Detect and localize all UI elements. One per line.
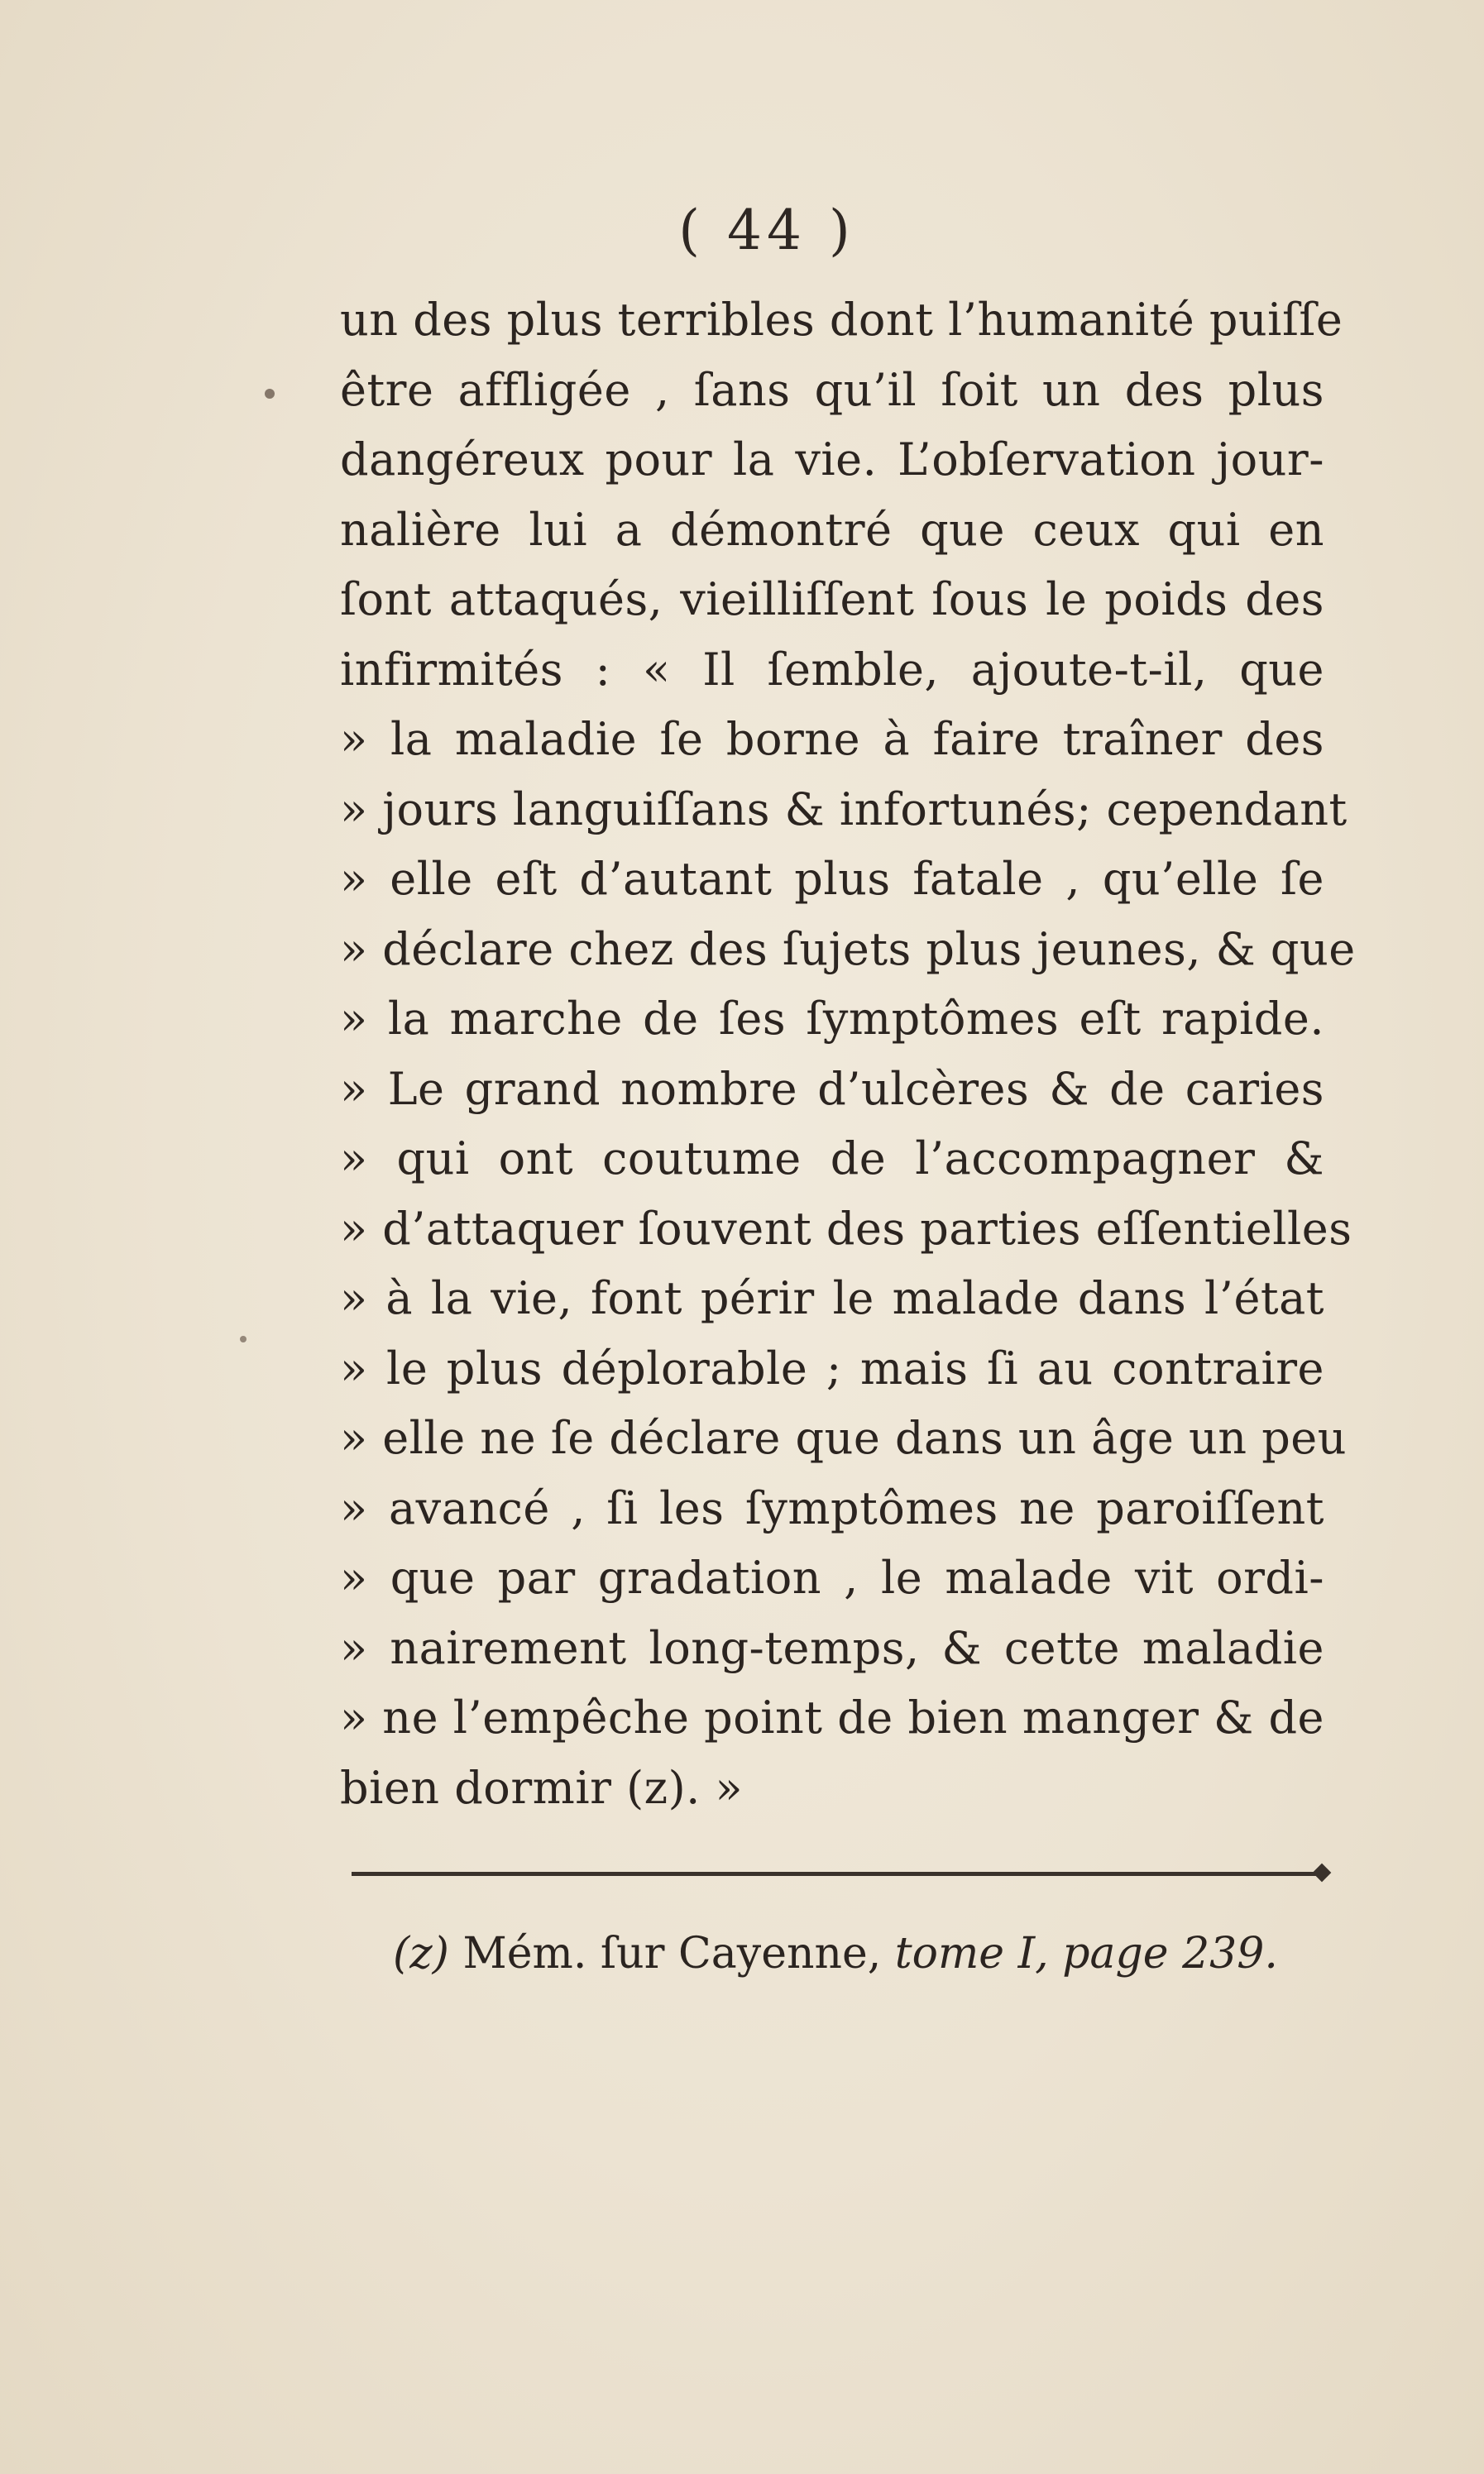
text-line: bien dormir (z). » [340,1761,744,1814]
ink-speck [240,1336,247,1342]
text-line: » jours languiſſans & infortunés; cependant [340,782,1348,835]
footnote-rule-end [1313,1864,1332,1883]
text-line: nalière lui a démontré que ceux qui en [340,503,1324,556]
page-number: ( 44 ) [678,199,855,262]
body-text [340,285,1356,1823]
footnote-marker: (z) [393,1929,449,1979]
text-line: » déclare chez des ſujets plus jeunes, & que [340,922,1356,975]
text-line: dangéreux pour la vie. L’obſervation jour- [340,433,1324,486]
text-line: ſont attaqués, vieilliſſent ſous le poids des [340,573,1324,625]
footnote-text: Mém. ſur Cayenne, [448,1929,895,1979]
text-line: » ne l’empêche point de bien manger & de [340,1692,1324,1744]
text-line: » qui ont coutume de l’accompagner & [340,1132,1324,1184]
text-line: » nairement long-temps, & cette maladie [340,1621,1324,1674]
text-line: » à la vie, font périr le malade dans l’état [340,1272,1324,1324]
ink-speck [265,389,275,399]
text-line: » elle eſt d’autant plus fatale , qu’elle ſe [340,853,1324,905]
text-line: » avancé , ſi les ſymptômes ne paroiſſent [340,1481,1324,1534]
text-line: un des plus terribles dont l’humanité puiſſe [340,294,1343,346]
text-line: infirmités : « Il ſemble, ajoute-t-il, que [340,643,1324,696]
text-line: » d’attaquer ſouvent des parties eſſentielles [340,1202,1352,1255]
text-line: être affligée , ſans qu’il ſoit un des plus [340,363,1324,416]
text-line: » la maladie ſe borne à faire traîner des [340,713,1324,765]
text-line: » Le grand nombre d’ulcères & de caries [340,1062,1324,1115]
footnote-rule [352,1872,1326,1876]
text-line: » la marche de ſes ſymptômes eſt rapide. [340,993,1324,1045]
text-line: » elle ne ſe déclare que dans un âge un peu [340,1412,1348,1464]
text-line: » le plus déplorable ; mais ſi au contraire [340,1342,1324,1395]
footnote [393,1919,1336,1988]
text-line: » que par gradation , le malade vit ordi- [340,1552,1324,1604]
footnote-reference: tome I, page 239. [894,1929,1278,1979]
